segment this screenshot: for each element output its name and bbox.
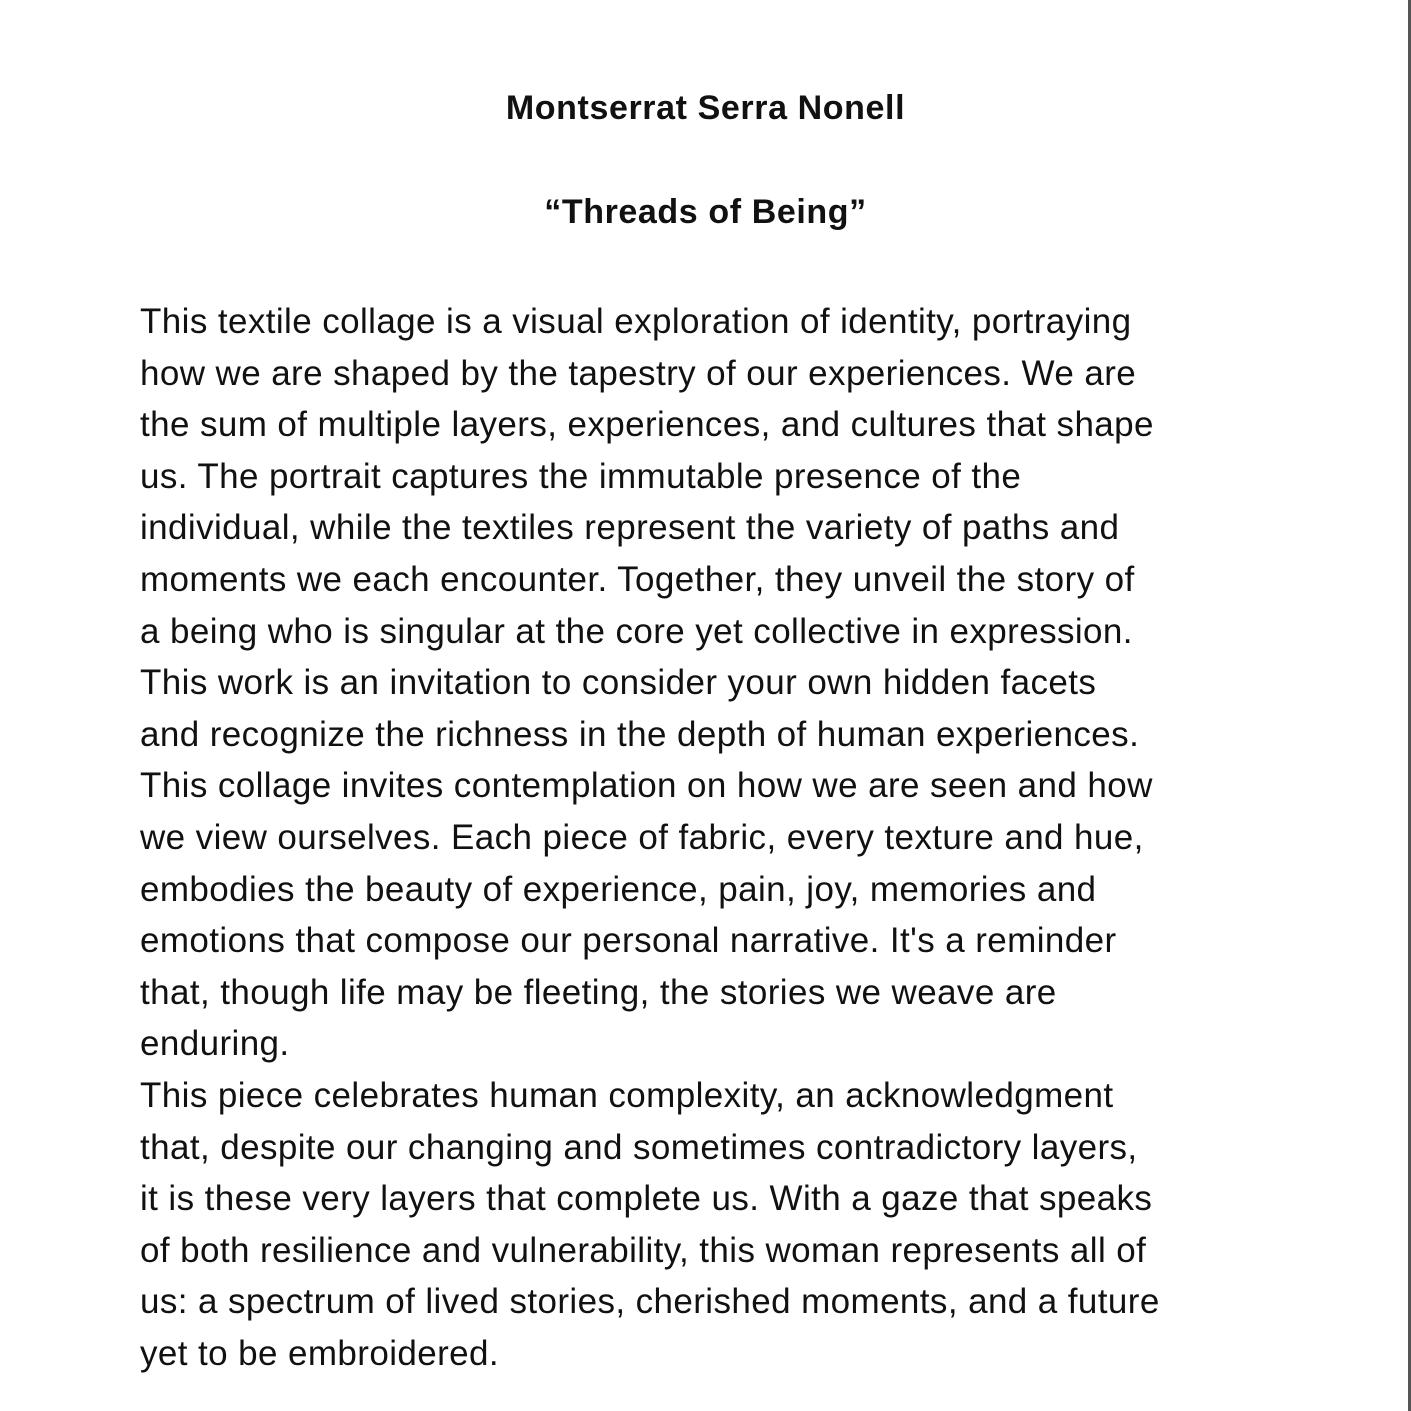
description-line: This textile collage is a visual exploration of identity, portraying bbox=[140, 302, 1132, 341]
description-line: emotions that compose our personal narrative. It's a reminder bbox=[140, 921, 1117, 961]
description-line: that, though life may be fleeting, the stories we weave are bbox=[140, 972, 1057, 1012]
description-line: embodies the beauty of experience, pain, joy, memories and bbox=[140, 869, 1097, 909]
description-line: us. The portrait captures the immutable presence of the bbox=[140, 456, 1022, 496]
description-line: how we are shaped by the tapestry of our experiences. We are bbox=[140, 353, 1137, 393]
description-line: yet to be embroidered. bbox=[140, 1333, 500, 1373]
artwork-description bbox=[140, 296, 1280, 1379]
description-line: This piece celebrates human complexity, an acknowledgment bbox=[140, 1075, 1114, 1115]
description-line: us: a spectrum of lived stories, cherished moments, and a future bbox=[140, 1282, 1160, 1322]
description-line: and recognize the richness in the depth of human experiences. bbox=[140, 714, 1140, 754]
description-line: the sum of multiple layers, experiences, and cultures that shape bbox=[140, 405, 1154, 445]
description-line: individual, while the textiles represent the variety of paths and bbox=[140, 508, 1120, 548]
author-name: Montserrat Serra Nonell bbox=[505, 89, 906, 127]
description-line: This collage invites contemplation on how we are seen and how bbox=[140, 766, 1153, 806]
description-line: enduring. bbox=[140, 1024, 290, 1064]
description-line: it is these very layers that complete us. With a gaze that speaks bbox=[140, 1179, 1153, 1219]
description-line: that, despite our changing and sometimes contradictory layers, bbox=[140, 1127, 1138, 1167]
description-line: moments we each encounter. Together, they unveil the story of bbox=[140, 559, 1135, 599]
artwork-title: “Threads of Being” bbox=[544, 193, 867, 231]
description-line: of both resilience and vulnerability, this woman represents all of bbox=[140, 1230, 1147, 1270]
description-line: a being who is singular at the core yet collective in expression. bbox=[140, 611, 1133, 651]
description-line: This work is an invitation to consider your own hidden facets bbox=[140, 663, 1097, 703]
description-line: we view ourselves. Each piece of fabric, every texture and hue, bbox=[140, 817, 1144, 857]
